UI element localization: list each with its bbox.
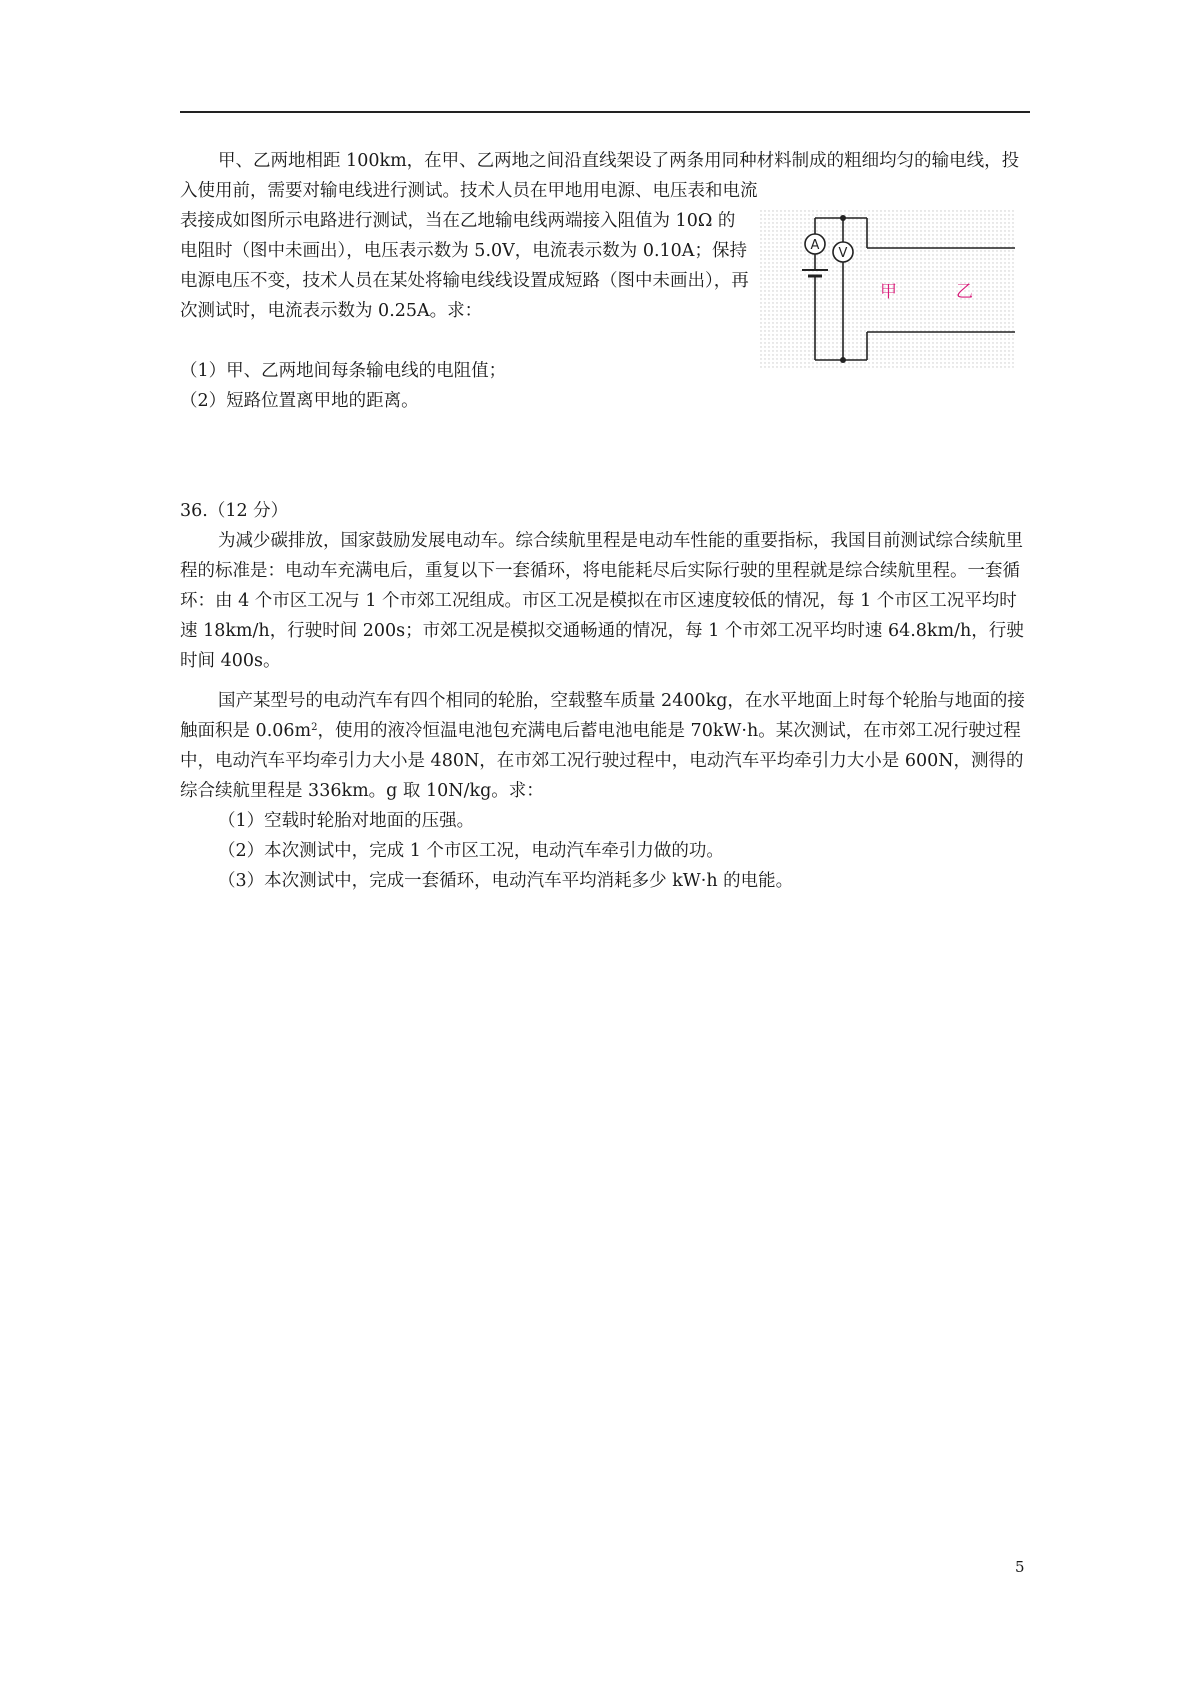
voltmeter-label: V <box>838 246 848 261</box>
paragraph-2-part-a: 国产某型号的电动汽车有四个相同的轮胎，空载整车质量 2400kg，在水平地面上时每个轮胎与地面的接触面积是 0.06m <box>180 691 1025 741</box>
ammeter-label: A <box>810 238 820 253</box>
problem-36-number: 36.（12 分） <box>180 501 289 521</box>
header-rule <box>180 111 1030 113</box>
label-yi: 乙 <box>956 282 973 302</box>
label-jia: 甲 <box>880 282 897 302</box>
junction-dot <box>840 215 846 221</box>
circuit-diagram <box>760 210 1015 368</box>
junction-dot <box>840 357 846 363</box>
squared-superscript: 2 <box>311 722 318 733</box>
problem-35-paragraph-2: 表接成如图所示电路进行测试，当在乙地输电线两端接入阻值为 10Ω 的电阻时（图中未画出），电压表示数为 5.0V，电流表示数为 0.10A；保持电源电压不变，技术人员在某处将输电线线设置成短路（图中未画出），再次测试时，电流表示数为 0.25A。求： <box>180 211 749 321</box>
page-number: 5 <box>1015 1558 1025 1576</box>
problem-35-question-2: （2）短路位置离甲地的距离。 <box>180 391 419 411</box>
problem-36-question-3: （3）本次测试中，完成一套循环，电动汽车平均消耗多少 kW·h 的电能。 <box>218 871 794 891</box>
problem-36-paragraph-2 <box>180 686 1030 806</box>
problem-36-question-2: （2）本次测试中，完成 1 个市区工况，电动汽车牵引力做的功。 <box>218 841 724 861</box>
problem-35-paragraph-1: 甲、乙两地相距 100km，在甲、乙两地之间沿直线架设了两条用同种材料制成的粗细均匀的输电线，投入使用前，需要对输电线进行测试。技术人员在甲地用电源、电压表和电流 <box>180 151 1020 201</box>
problem-36-paragraph-1: 为减少碳排放，国家鼓励发展电动车。综合续航里程是电动车性能的重要指标，我国目前测试综合续航里程的标准是：电动车充满电后，重复以下一套循环，将电能耗尽后实际行驶的里程就是综合续航里程。一套循环：由 4 个市区工况与 1 个市郊工况组成。市区工况是模拟在市区速度较低的情况，每 1 个市区工况平均时速 18km/h，行驶时间 200s；市郊工况是模拟交通畅通的情况，每 1 个市郊工况平均时速 64.8km/h，行驶时间 400s。 <box>180 531 1024 671</box>
problem-35-question-1: （1）甲、乙两地间每条输电线的电阻值； <box>180 361 507 381</box>
problem-36-question-1: （1）空载时轮胎对地面的压强。 <box>218 811 475 831</box>
paragraph-2-part-b: ，使用的液冷恒温电池包充满电后蓄电池电能是 70kW·h。某次测试，在市郊工况行驶过程中，电动汽车平均牵引力大小是 480N，在市郊工况行驶过程中，电动汽车平均牵引力大小是 600N，测得的综合续航里程是 336km。g 取 10N/kg。求： <box>180 721 1024 801</box>
